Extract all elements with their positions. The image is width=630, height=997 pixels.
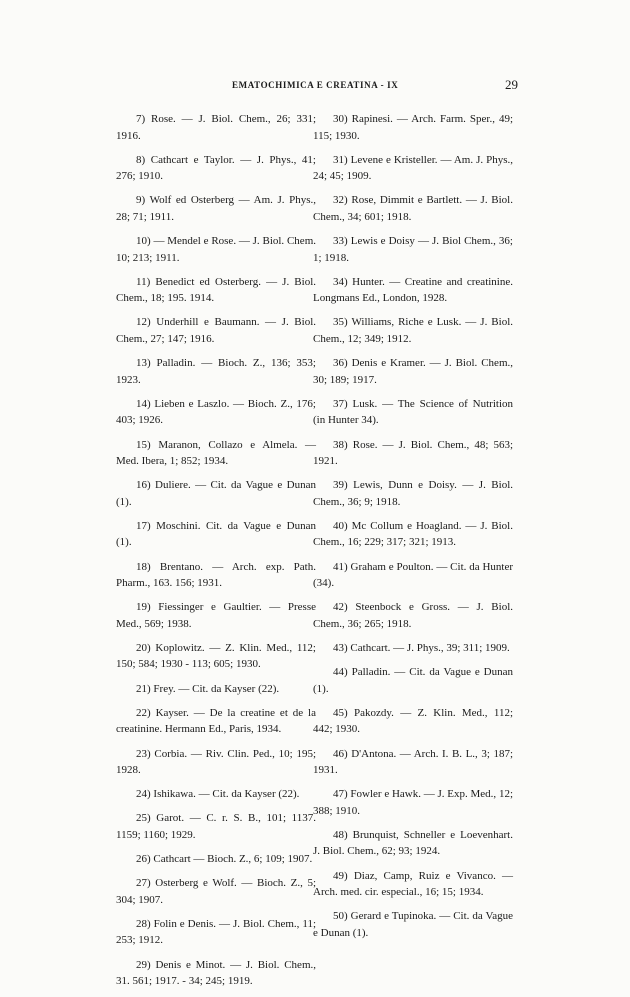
reference-entry: 37) Lusk. — The Science of Nutrition (in Hunter 34). [313,397,513,427]
reference-entry: 8) Cathcart e Taylor. — J. Phys., 41; 276; 1910. [116,153,316,183]
reference-entry: 25) Garot. — C. r. S. B., 101; 1137. 1159; 1160; 1929. [116,812,316,841]
running-header [0,77,630,96]
reference-entry: 30) Rapinesi. — Arch. Farm. Sper., 49; 115; 1930. [313,113,513,142]
reference-entry: 34) Hunter. — Creatine and creatinine. Longmans Ed., London, 1928. [313,275,513,305]
reference-entry: 31) Levene e Kristeller. — Am. J. Phys., 24; 45; 1909. [313,153,513,183]
reference-entry: 43) Cathcart. — J. Phys., 39; 311; 1909. [333,641,510,654]
reference-entry: 28) Folin e Denis. — J. Biol. Chem., 11; 253; 1912. [116,917,316,947]
reference-entry: 27) Osterberg e Wolf. — Bioch. Z., 5; 304; 1907. [116,877,316,906]
reference-entry: 42) Steenbock e Gross. — J. Biol. Chem., 36; 265; 1918. [313,601,513,630]
reference-entry: 22) Kayser. — De la creatine et de la creatinine. Hermann Ed., Paris, 1934. [116,706,316,736]
reference-entry: 50) Gerard e Tupinoka. — Cit. da Vague e Dunan (1). [313,910,513,939]
reference-entry: 45) Pakozdy. — Z. Klin. Med., 112; 442; 1930. [313,706,513,736]
reference-entry: 11) Benedict ed Osterberg. — J. Biol. Chem., 18; 195. 1914. [116,275,316,305]
reference-entry: 14) Lieben e Laszlo. — Bioch. Z., 176; 403; 1926. [116,397,316,427]
left-reference-column [116,111,316,997]
reference-entry: 23) Corbia. — Riv. Clin. Ped., 10; 195; 1928. [116,747,316,776]
reference-entry: 44) Palladin. — Cit. da Vague e Dunan (1). [313,666,513,695]
reference-entry: 47) Fowler e Hawk. — J. Exp. Med., 12; 388; 1910. [313,788,513,817]
reference-entry: 24) Ishikawa. — Cit. da Kayser (22). [136,788,300,801]
right-reference-column [313,111,513,949]
reference-entry: 39) Lewis, Dunn e Doisy. — J. Biol. Chem., 36; 9; 1918. [313,479,513,508]
reference-entry: 7) Rose. — J. Biol. Chem., 26; 331; 1916. [116,113,316,142]
reference-entry: 48) Brunquist, Schneller e Loevenhart. J. Biol. Chem., 62; 93; 1924. [313,828,513,858]
header-title: EMATOCHIMICA E CREATINA - IX [232,80,399,90]
reference-entry: 10) — Mendel e Rose. — J. Biol. Chem. 10; 213; 1911. [116,235,316,264]
reference-entry: 15) Maranon, Collazo e Almela. — Med. Ibera, 1; 852; 1934. [116,438,316,467]
reference-entry: 40) Mc Collum e Hoagland. — J. Biol. Chem., 16; 229; 317; 321; 1913. [313,519,513,549]
reference-entry: 35) Williams, Riche e Lusk. — J. Biol. Chem., 12; 349; 1912. [313,316,513,345]
reference-entry: 12) Underhill e Baumann. — J. Biol. Chem., 27; 147; 1916. [116,316,316,345]
reference-entry: 19) Fiessinger e Gaultier. — Presse Med., 569; 1938. [116,601,316,630]
reference-entry: 36) Denis e Kramer. — J. Biol. Chem., 30; 189; 1917. [313,357,513,386]
reference-entry: 29) Denis e Minot. — J. Biol. Chem., 31. 561; 1917. - 34; 245; 1919. [116,958,316,988]
reference-entry: 46) D'Antona. — Arch. I. B. L., 3; 187; 1931. [313,747,513,776]
reference-entry: 16) Duliere. — Cit. da Vague e Dunan (1). [116,479,316,508]
page-number: 29 [505,77,518,92]
reference-entry: 32) Rose, Dimmit e Bartlett. — J. Biol. Chem., 34; 601; 1918. [313,194,513,223]
reference-entry: 49) Diaz, Camp, Ruiz e Vivanco. — Arch. med. cir. especial., 16; 15; 1934. [313,869,513,899]
reference-entry: 41) Graham e Poulton. — Cit. da Hunter (34). [313,560,513,590]
reference-entry: 33) Lewis e Doisy — J. Biol Chem., 36; 1; 1918. [313,235,513,264]
reference-entry: 18) Brentano. — Arch. exp. Path. Pharm., 163. 156; 1931. [116,560,316,590]
reference-entry: 20) Koplowitz. — Z. Klin. Med., 112; 150; 584; 1930 - 113; 605; 1930. [116,641,316,671]
reference-entry: 9) Wolf ed Osterberg — Am. J. Phys., 28; 71; 1911. [116,194,316,223]
reference-entry: 38) Rose. — J. Biol. Chem., 48; 563; 1921. [313,438,513,467]
reference-entry: 17) Moschini. Cit. da Vague e Dunan (1). [116,519,316,549]
reference-entry: 13) Palladin. — Bioch. Z., 136; 353; 1923. [116,357,316,386]
reference-entry: 21) Frey. — Cit. da Kayser (22). [136,682,280,695]
reference-entry: 26) Cathcart — Bioch. Z., 6; 109; 1907. [136,853,313,866]
